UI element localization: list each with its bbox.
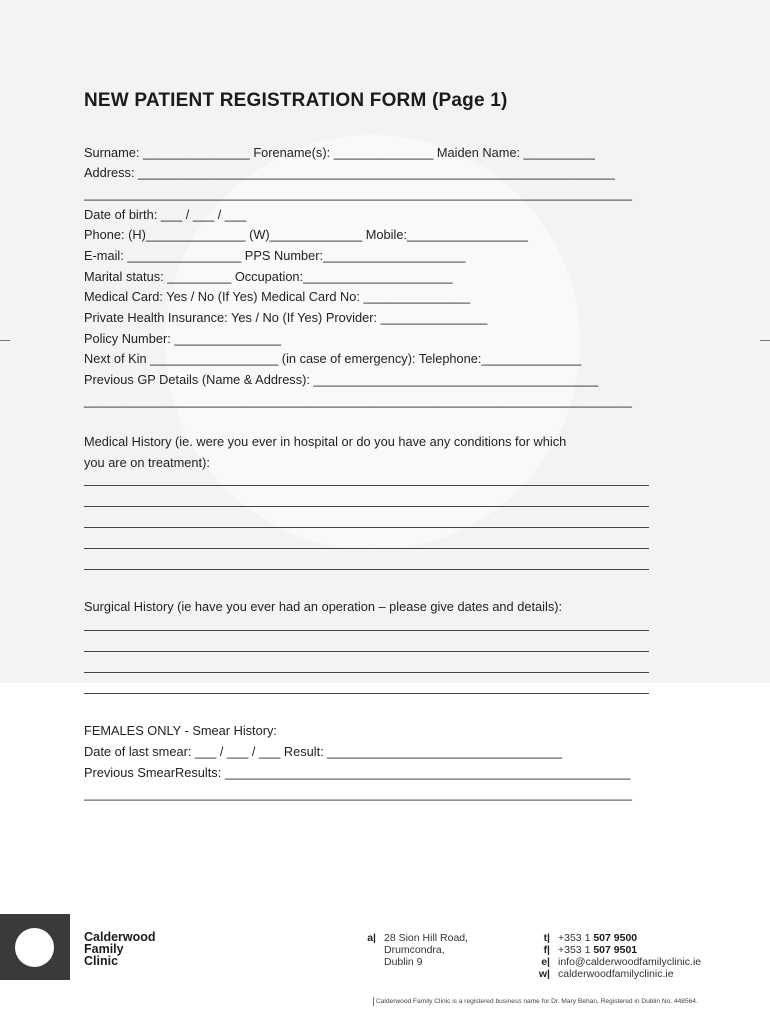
clinic-name-line: Clinic — [84, 954, 119, 968]
contact-key: w| — [538, 968, 550, 980]
address-line: Drumcondra, — [384, 944, 445, 956]
address-field-line[interactable]: Address: ___________________________________________________________________ — [84, 165, 615, 180]
last-smear-field-line[interactable]: Date of last smear: ___ / ___ / ___ Result: _________________________________ — [84, 744, 563, 759]
address-line: 28 Sion Hill Road, — [384, 932, 469, 944]
medical-history-line[interactable] — [84, 569, 649, 570]
policy-number-field-line[interactable]: Policy Number: _______________ — [84, 331, 282, 346]
right-fold-mark — [760, 340, 770, 341]
surgical-history-line[interactable] — [84, 693, 649, 694]
clinic-logo — [0, 914, 70, 980]
medical-history-label-2: you are on treatment): — [84, 455, 210, 470]
fax-prefix: +353 1 — [558, 944, 594, 956]
medical-history-label: Medical History (ie. were you ever in hospital or do you have any conditions for which — [84, 434, 567, 449]
medical-history-line[interactable] — [84, 485, 649, 486]
medical-history-line[interactable] — [84, 506, 649, 507]
logo-circle-icon — [15, 928, 54, 967]
address-continuation-line[interactable]: _____________________________________________________________________________ — [84, 186, 633, 201]
legal-notice: Calderwood Family Clinic is a registered business name for Dr. Mary Behan, Registered in Dublin No. 448564. — [376, 998, 698, 1005]
previous-smear-continuation-line[interactable]: _____________________________________________________________________________ — [84, 786, 633, 801]
medical-history-line[interactable] — [84, 527, 649, 528]
surgical-history-line[interactable] — [84, 672, 649, 673]
next-of-kin-field-line[interactable]: Next of Kin __________________ (in case of emergency): Telephone:______________ — [84, 351, 582, 366]
address-key: a| — [367, 932, 376, 944]
clinic-name-line: Calderwood — [84, 930, 156, 944]
medical-card-field-line[interactable]: Medical Card: Yes / No (If Yes) Medical Card No: _______________ — [84, 289, 471, 304]
fax-number: 507 9501 — [593, 944, 638, 956]
medical-history-line[interactable] — [84, 548, 649, 549]
previous-gp-continuation-line[interactable]: _____________________________________________________________________________ — [84, 393, 633, 408]
phone-number: 507 9500 — [593, 932, 638, 944]
fax-contact — [558, 944, 701, 956]
names-field-line[interactable]: Surname: _______________ Forename(s): ______________ Maiden Name: __________ — [84, 145, 595, 160]
surgical-history-label: Surgical History (ie have you ever had an operation – please give dates and details): — [84, 599, 563, 614]
contact-values — [558, 932, 701, 980]
clinic-name-line: Family — [84, 942, 124, 956]
contact-keys — [528, 932, 550, 980]
previous-gp-field-line[interactable]: Previous GP Details (Name & Address): ________________________________________ — [84, 372, 599, 387]
contact-key: t| — [543, 932, 550, 944]
insurance-field-line[interactable]: Private Health Insurance: Yes / No (If Yes) Provider: _______________ — [84, 310, 488, 325]
surgical-history-line[interactable] — [84, 651, 649, 652]
website-contact[interactable]: calderwoodfamilyclinic.ie — [558, 968, 674, 980]
surgical-history-line[interactable] — [84, 630, 649, 631]
marital-field-line[interactable]: Marital status: _________ Occupation:_____________________ — [84, 269, 453, 284]
contact-key: f| — [543, 944, 550, 956]
legal-divider — [373, 997, 374, 1006]
phone-prefix: +353 1 — [558, 932, 594, 944]
form-title: NEW PATIENT REGISTRATION FORM (Page 1) — [84, 90, 508, 111]
address-line: Dublin 9 — [384, 956, 423, 968]
dob-field-line[interactable]: Date of birth: ___ / ___ / ___ — [84, 207, 247, 222]
females-only-heading: FEMALES ONLY - Smear History: — [84, 723, 277, 738]
left-fold-mark — [0, 340, 10, 341]
email-field-line[interactable]: E-mail: ________________ PPS Number:____________________ — [84, 248, 466, 263]
clinic-address — [384, 932, 468, 968]
clinic-name — [84, 931, 156, 967]
phone-field-line[interactable]: Phone: (H)______________ (W)_____________ Mobile:_________________ — [84, 227, 528, 242]
phone-contact — [558, 932, 701, 944]
previous-smear-field-line[interactable]: Previous SmearResults: _________________________________________________________ — [84, 765, 631, 780]
email-contact[interactable]: info@calderwoodfamilyclinic.ie — [558, 956, 702, 968]
contact-key: e| — [541, 956, 550, 968]
